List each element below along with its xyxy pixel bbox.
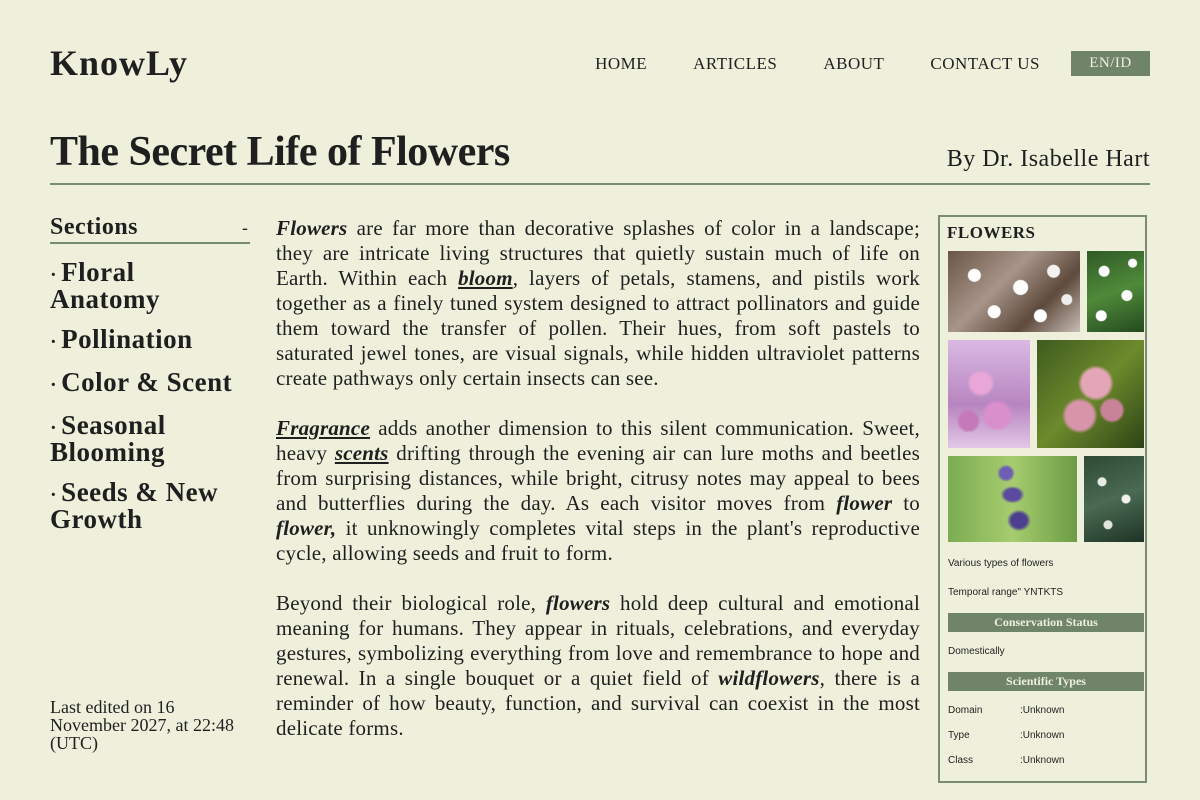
keyword-link[interactable]: Fragrance <box>276 416 370 440</box>
flower-photo[interactable] <box>948 251 1080 332</box>
bullet-icon: · <box>50 374 58 396</box>
flower-photo[interactable] <box>948 340 1030 448</box>
sections-list <box>50 257 250 534</box>
sections-collapse-toggle[interactable]: - <box>241 218 248 239</box>
flower-photo[interactable] <box>1037 340 1144 448</box>
last-edited-note: Last edited on 16 November 2027, at 22:48 (UTC) <box>50 697 234 753</box>
infobox-title: FLOWERS <box>947 223 1036 242</box>
flower-photo[interactable] <box>1087 251 1144 332</box>
bullet-icon: · <box>50 484 58 506</box>
bullet-icon: · <box>50 331 58 353</box>
article-paragraph: Beyond their biological role, flowers hold deep cultural and emotional meaning for humans. They appear in rituals, celebrations, and everyday gestures, symbolizing everything from love and remembrance to hope and renewal. In a single bouquet or a quiet field of wildflowers, there is a reminder of how beauty, function, and survival can coexist in the most delicate forms. <box>276 591 921 740</box>
keyword: wildflowers <box>718 666 820 690</box>
article-paragraph: Fragrance adds another dimension to this silent communication. Sweet, heavy scents drifting through the evening air can lure moths and beetles from surprising distances, while bright, citrusy notes may appeal to bees and butterflies during the day. As each visitor moves from flower to flower, it unknowingly completes vital steps in the plant's reproductive cycle, allowing seeds and fruit to form. <box>276 416 921 565</box>
nav-about[interactable]: ABOUT <box>823 53 885 73</box>
main-nav <box>595 51 1150 76</box>
flower-photo[interactable] <box>948 456 1077 542</box>
infobox-description: Various types of flowers <box>948 558 1054 569</box>
language-toggle-button[interactable]: EN/ID <box>1071 51 1150 76</box>
nav-articles[interactable]: ARTICLES <box>693 53 778 73</box>
infobox-temporal-range: Temporal range" YNTKTS <box>948 587 1064 598</box>
section-link-floral-anatomy[interactable]: · Floral Anatomy <box>50 257 160 314</box>
sections-title: Sections <box>50 214 138 240</box>
keyword: flowers <box>545 591 611 615</box>
article-title: The Secret Life of Flowers <box>50 129 510 175</box>
keyword: flower <box>836 491 893 515</box>
keyword-link[interactable]: scents <box>334 441 389 465</box>
site-logo[interactable]: KnowLy <box>50 43 189 83</box>
bullet-icon: · <box>50 264 58 286</box>
sections-header <box>50 214 250 244</box>
section-link-seasonal-blooming[interactable]: · Seasonal Blooming <box>50 410 166 467</box>
flower-photo[interactable] <box>1084 456 1144 542</box>
section-link-seeds-new-growth[interactable]: · Seeds & New Growth <box>50 477 219 534</box>
nav-contact-us[interactable]: CONTACT US <box>930 53 1040 73</box>
title-divider <box>50 183 1150 185</box>
section-link-color-scent[interactable]: · Color & Scent <box>50 367 233 397</box>
article-paragraph: Flowers are far more than decorative splashes of color in a landscape; they are intricate living structures that quietly sustain much of life on Earth. Within each bloom, layers of petals, stamens, and pistils work together as a finely tuned system designed to attract pollinators and guide them toward the transfer of pollen. Their hues, from soft pastels to saturated jewel tones, are visual signals, while hidden ultraviolet patterns create pathways only certain insects can see. <box>276 216 921 390</box>
keyword: flower, <box>276 516 337 540</box>
article-body <box>276 216 920 766</box>
conservation-status-value: Domestically <box>948 646 1005 657</box>
section-link-pollination[interactable]: · Pollination <box>50 324 193 354</box>
article-byline: By Dr. Isabelle Hart <box>946 146 1150 172</box>
bullet-icon: · <box>50 417 58 439</box>
nav-home[interactable]: HOME <box>595 53 648 73</box>
flowers-infobox: FLOWERS Various types of flowers Temporal range" YNTKTS Conservation Status Domestically Scientific Types Domain :Unknown Type :Unknown Class :Unknown <box>938 215 1147 783</box>
conservation-status-header: Conservation Status <box>948 613 1144 632</box>
keyword-link[interactable]: bloom <box>458 266 513 290</box>
keyword: Flowers <box>276 216 348 240</box>
sections-sidebar <box>50 214 250 547</box>
scientific-types-header: Scientific Types <box>948 672 1144 691</box>
